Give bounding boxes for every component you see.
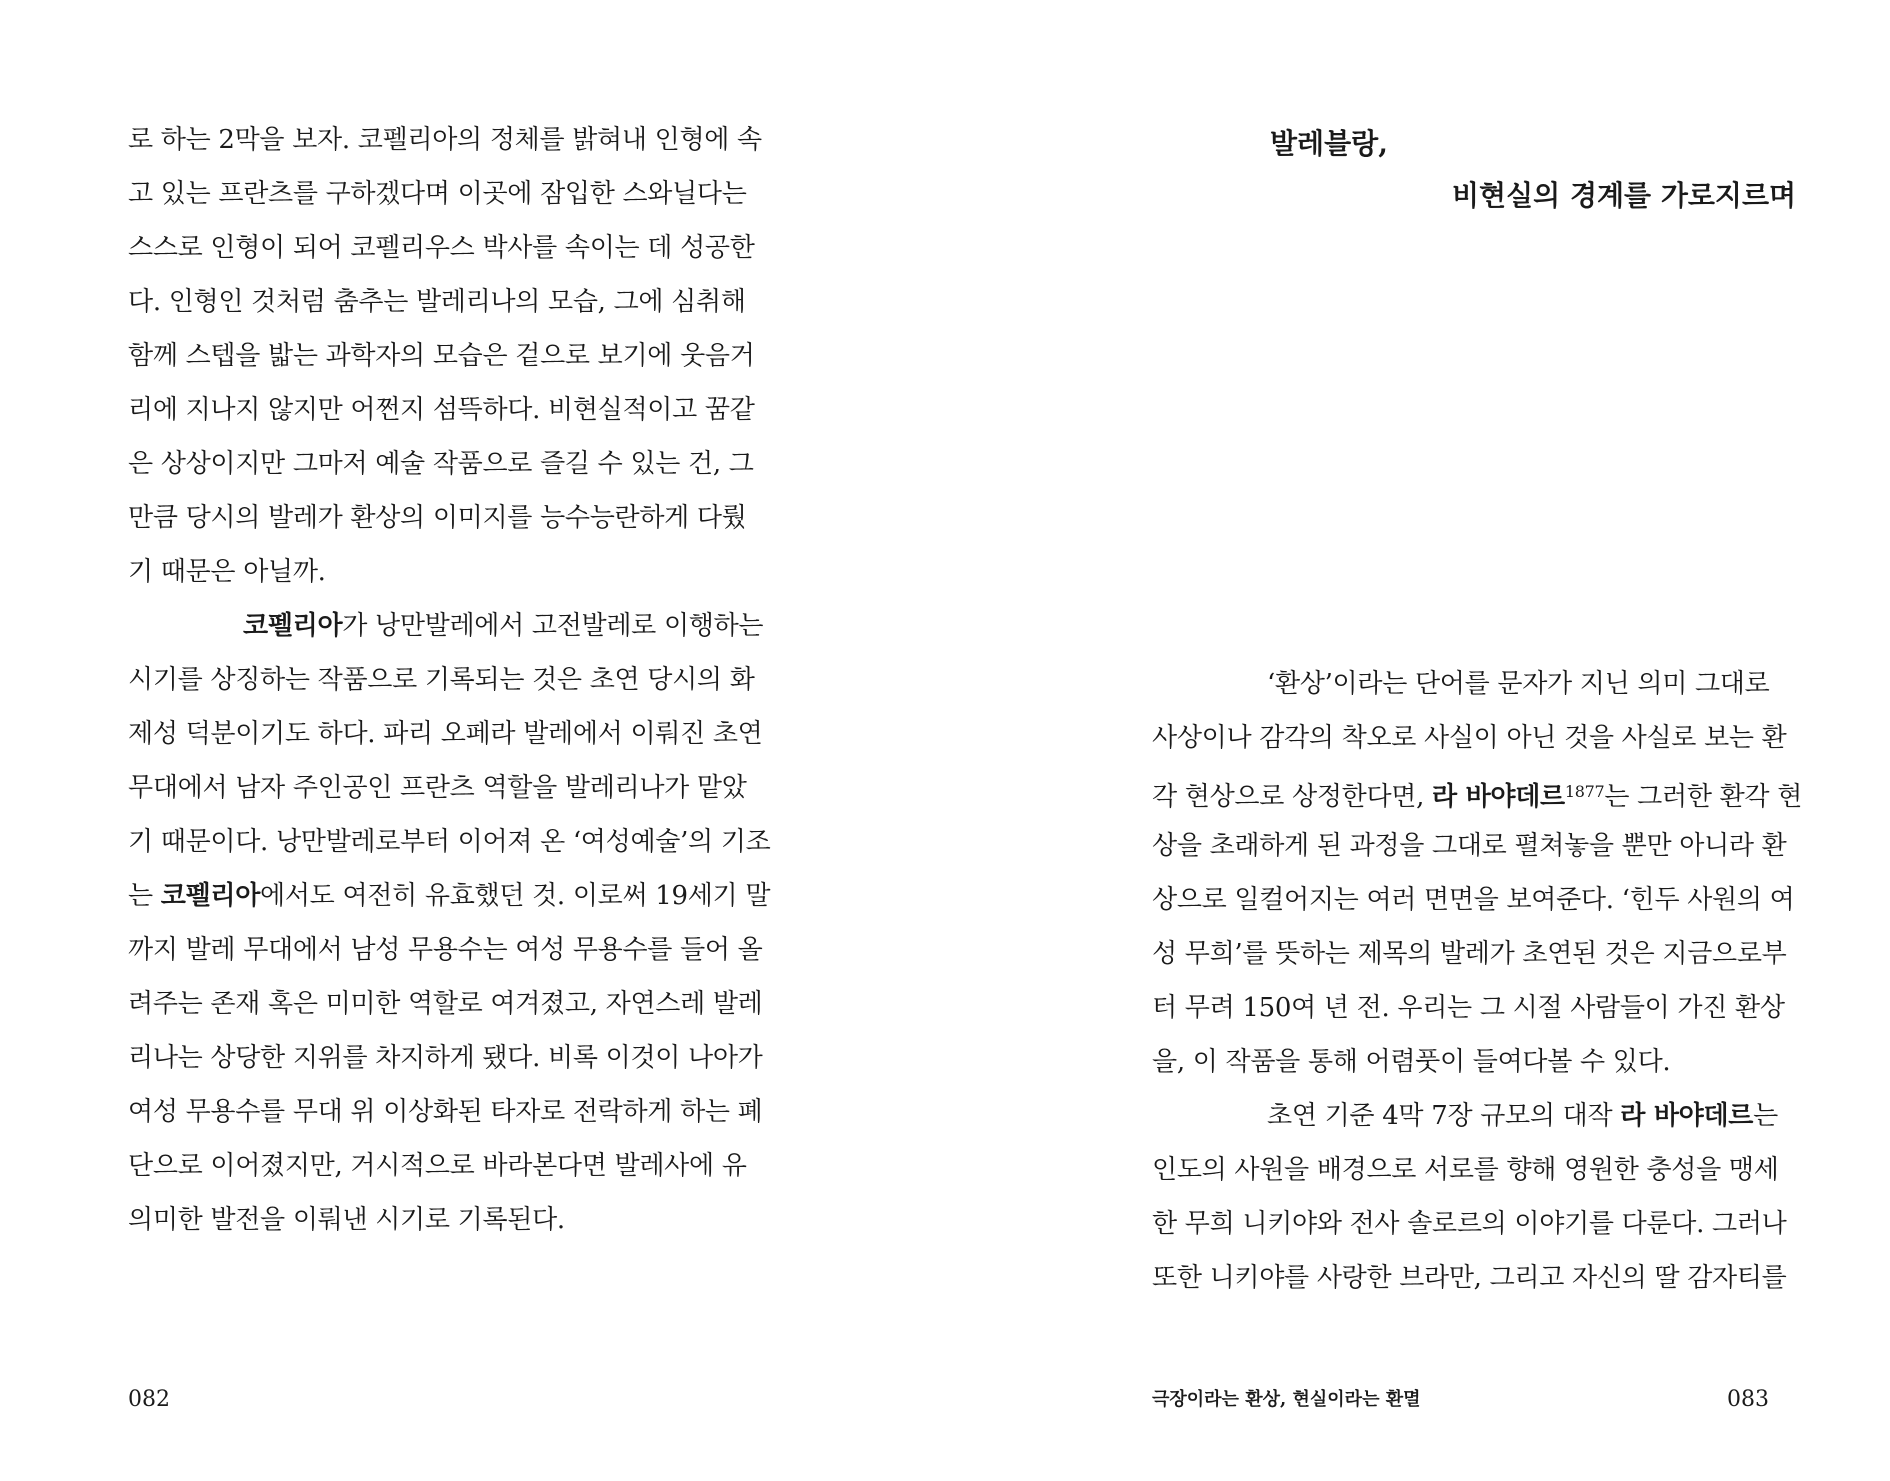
body-line: 까지 발레 무대에서 남성 무용수는 여성 무용수를 들어 올 [128,935,763,965]
body-line: 여성 무용수를 무대 위 이상화된 타자로 전락하게 하는 폐 [128,1097,763,1127]
work-title: 코펠리아 [243,611,343,641]
body-line-indented: ‘환상’이라는 단어를 문자가 지닌 의미 그대로 [1267,669,1770,699]
right-page [945,0,1890,1481]
body-line: 제성 덕분이기도 하다. 파리 오페라 발레에서 이뤄진 초연 [128,719,763,749]
running-head: 극장이라는 환상, 현실이라는 환멸 [1152,1389,1421,1410]
body-line-indented: 초연 기준 4막 7장 규모의 대작 라 바야데르는 [1267,1101,1778,1131]
body-line: 각 현상으로 상정한다면, 라 바야데르$^{1877}$는 그러한 환각 현 [1152,782,1803,812]
section-heading-line2: 비현실의 경계를 가로지르며 [1452,179,1797,212]
body-line: 기 때문은 아닐까. [128,557,326,587]
work-title: 라 바야데르 [1432,782,1565,812]
page-number: 083 [1727,1387,1769,1412]
body-line: 시기를 상징하는 작품으로 기록되는 것은 초연 당시의 화 [128,665,755,695]
body-line: 성 무희’를 뜻하는 제목의 발레가 초연된 것은 지금으로부 [1152,939,1787,969]
body-line: 터 무려 150여 년 전. 우리는 그 시절 사람들이 가진 환상 [1152,993,1785,1023]
body-line: 려주는 존재 혹은 미미한 역할로 여겨졌고, 자연스레 발레 [128,989,763,1019]
section-heading-line1: 발레블랑, [1270,127,1388,160]
premiere-year: 1877 [1564,782,1605,801]
work-title: 코펠리아 [160,881,261,911]
body-line: 의미한 발전을 이뤄낸 시기로 기록된다. [128,1205,565,1235]
body-line: 은 상상이지만 그마저 예술 작품으로 즐길 수 있는 건, 그 [128,449,754,479]
body-line: 한 무희 니키야와 전사 솔로르의 이야기를 다룬다. 그러나 [1152,1209,1787,1239]
body-line: 리에 지나지 않지만 어쩐지 섬뜩하다. 비현실적이고 꿈같 [128,395,755,425]
body-line: 다. 인형인 것처럼 춤추는 발레리나의 모습, 그에 심취해 [128,287,746,317]
body-line: 상으로 일컬어지는 여러 면면을 보여준다. ‘힌두 사원의 여 [1152,885,1795,915]
body-line: 사상이나 감각의 착오로 사실이 아닌 것을 사실로 보는 환 [1152,723,1787,753]
body-line: 만큼 당시의 발레가 환상의 이미지를 능수능란하게 다뤘 [128,503,747,533]
body-line: 스스로 인형이 되어 코펠리우스 박사를 속이는 데 성공한 [128,233,755,263]
body-line: 상을 초래하게 된 과정을 그대로 펼쳐놓을 뿐만 아니라 환 [1152,831,1787,861]
body-line: 또한 니키야를 사랑한 브라만, 그리고 자신의 딸 감자티를 [1152,1263,1787,1293]
body-line: 고 있는 프란츠를 구하겠다며 이곳에 잠입한 스와닐다는 [128,179,747,209]
body-line: 기 때문이다. 낭만발레로부터 이어져 온 ‘여성예술’의 기조 [128,827,771,857]
body-line: 을, 이 작품을 통해 어렴풋이 들여다볼 수 있다. [1152,1047,1671,1077]
body-line: 단으로 이어졌지만, 거시적으로 바라본다면 발레사에 유 [128,1151,747,1181]
page-number: 082 [128,1387,170,1412]
body-line: 함께 스텝을 밟는 과학자의 모습은 겉으로 보기에 웃음거 [128,341,755,371]
body-line: 인도의 사원을 배경으로 서로를 향해 영원한 충성을 맹세 [1152,1155,1779,1185]
body-line-indented: 코펠리아가 낭만발레에서 고전발레로 이행하는 [243,611,764,641]
work-title: 라 바야데르 [1620,1101,1754,1131]
body-line: 로 하는 2막을 보자. 코펠리아의 정체를 밝혀내 인형에 속 [128,125,762,155]
body-line: 리나는 상당한 지위를 차지하게 됐다. 비록 이것이 나아가 [128,1043,763,1073]
body-line: 무대에서 남자 주인공인 프란츠 역할을 발레리나가 맡았 [128,773,747,803]
body-line: 는 코펠리아에서도 여전히 유효했던 것. 이로써 19세기 말 [128,881,771,911]
